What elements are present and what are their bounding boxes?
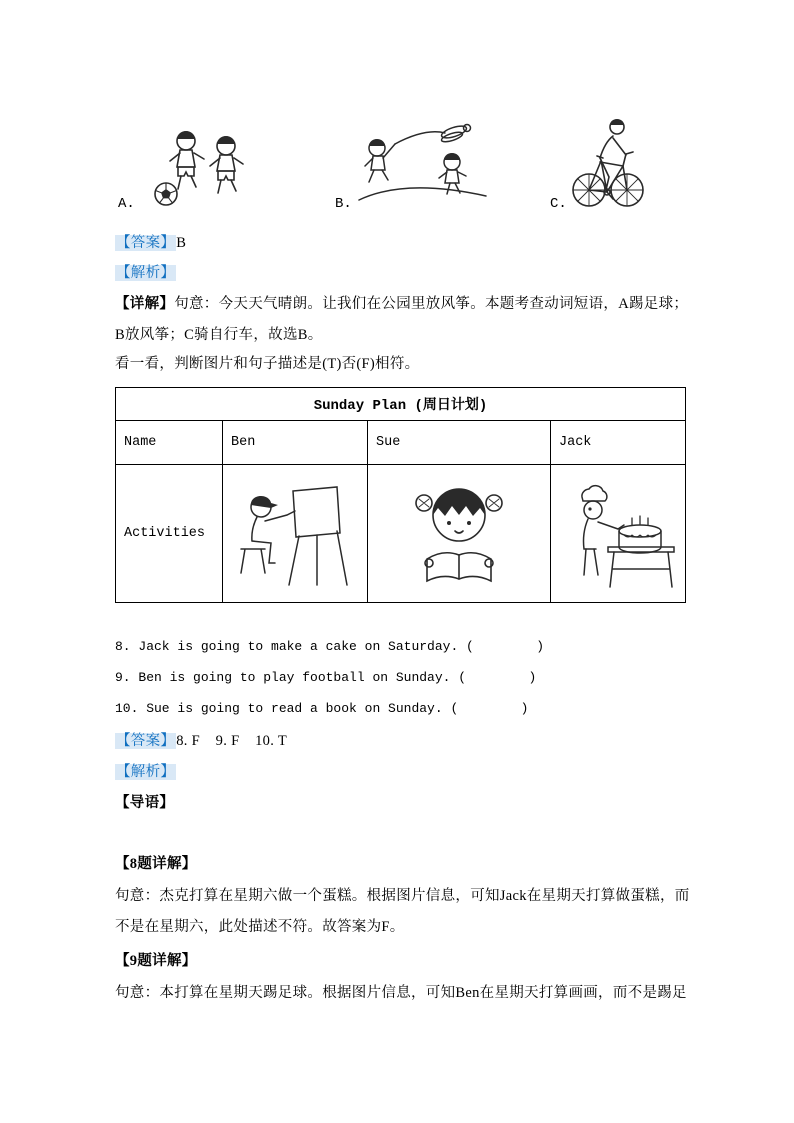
detail-8-text: 句意：杰克打算在星期六做一个蛋糕。根据图片信息，可知Jack在星期天打算做蛋糕，而不是在星期六，此处描述不符。故答案为F。 [115,888,690,935]
analysis-line-2 [115,757,176,788]
table-header-jack: Jack [551,421,686,465]
table-title-row [116,388,686,421]
answer-line-2 [115,726,287,757]
analysis-line-1 [115,258,176,289]
sue-reading-image [368,465,551,603]
detail-paragraph-1 [115,289,690,351]
table-header-ben: Ben [223,421,368,465]
table-title: Sunday Plan (周日计划) [116,388,686,421]
answer-tag-2: 【答案】 [116,733,176,749]
analysis-tag-2: 【解析】 [116,764,176,780]
detail-tag: 【详解】 [115,296,175,312]
detail-9-text: 句意：本打算在星期天踢足球。根据图片信息，可知Ben在星期天打算画画，而不是踢足 [115,985,687,1001]
analysis-tag: 【解析】 [116,265,176,281]
question-item-9: 9. Ben is going to play football on Sunday. ( ) [115,670,537,685]
option-c-label: C. [550,196,567,212]
question-list [115,631,544,724]
table-header-sue: Sue [368,421,551,465]
ben-painting-image [223,465,368,603]
answer-value-2: 8. F 9. F 10. T [176,733,287,749]
activities-label: Activities [116,465,223,603]
answer-tag: 【答案】 [116,235,176,251]
answer-line-1 [115,228,186,259]
detail-8-heading: 【8题详解】 [115,856,197,872]
kite-flying-image [355,120,490,205]
question-item-10: 10. Sue is going to read a book on Sunday. ( ) [115,701,529,716]
detail-text: 句意：今天天气晴朗。让我们在公园里放风筝。本题考查动词短语，A踢足球；B放风筝；C骑自行车，故选B。 [115,296,689,343]
intro-tag: 【导语】 [115,795,175,811]
football-kids-image [148,126,263,208]
table-activities-row [116,465,686,603]
answer-value: B [176,235,187,251]
detail-9-heading: 【9题详解】 [115,953,197,969]
section-instruction: 看一看，判断图片和句子描述是(T)否(F)相符。 [115,356,420,372]
bicycle-riding-image [565,98,650,210]
jack-cake-image [551,465,686,603]
table-header-row [116,421,686,465]
question-item-8: 8. Jack is going to make a cake on Saturday. ( ) [115,639,545,654]
option-b-label: B. [335,196,352,212]
option-a-label: A. [118,196,135,212]
sunday-plan-table [115,387,686,603]
table-header-name: Name [116,421,223,465]
